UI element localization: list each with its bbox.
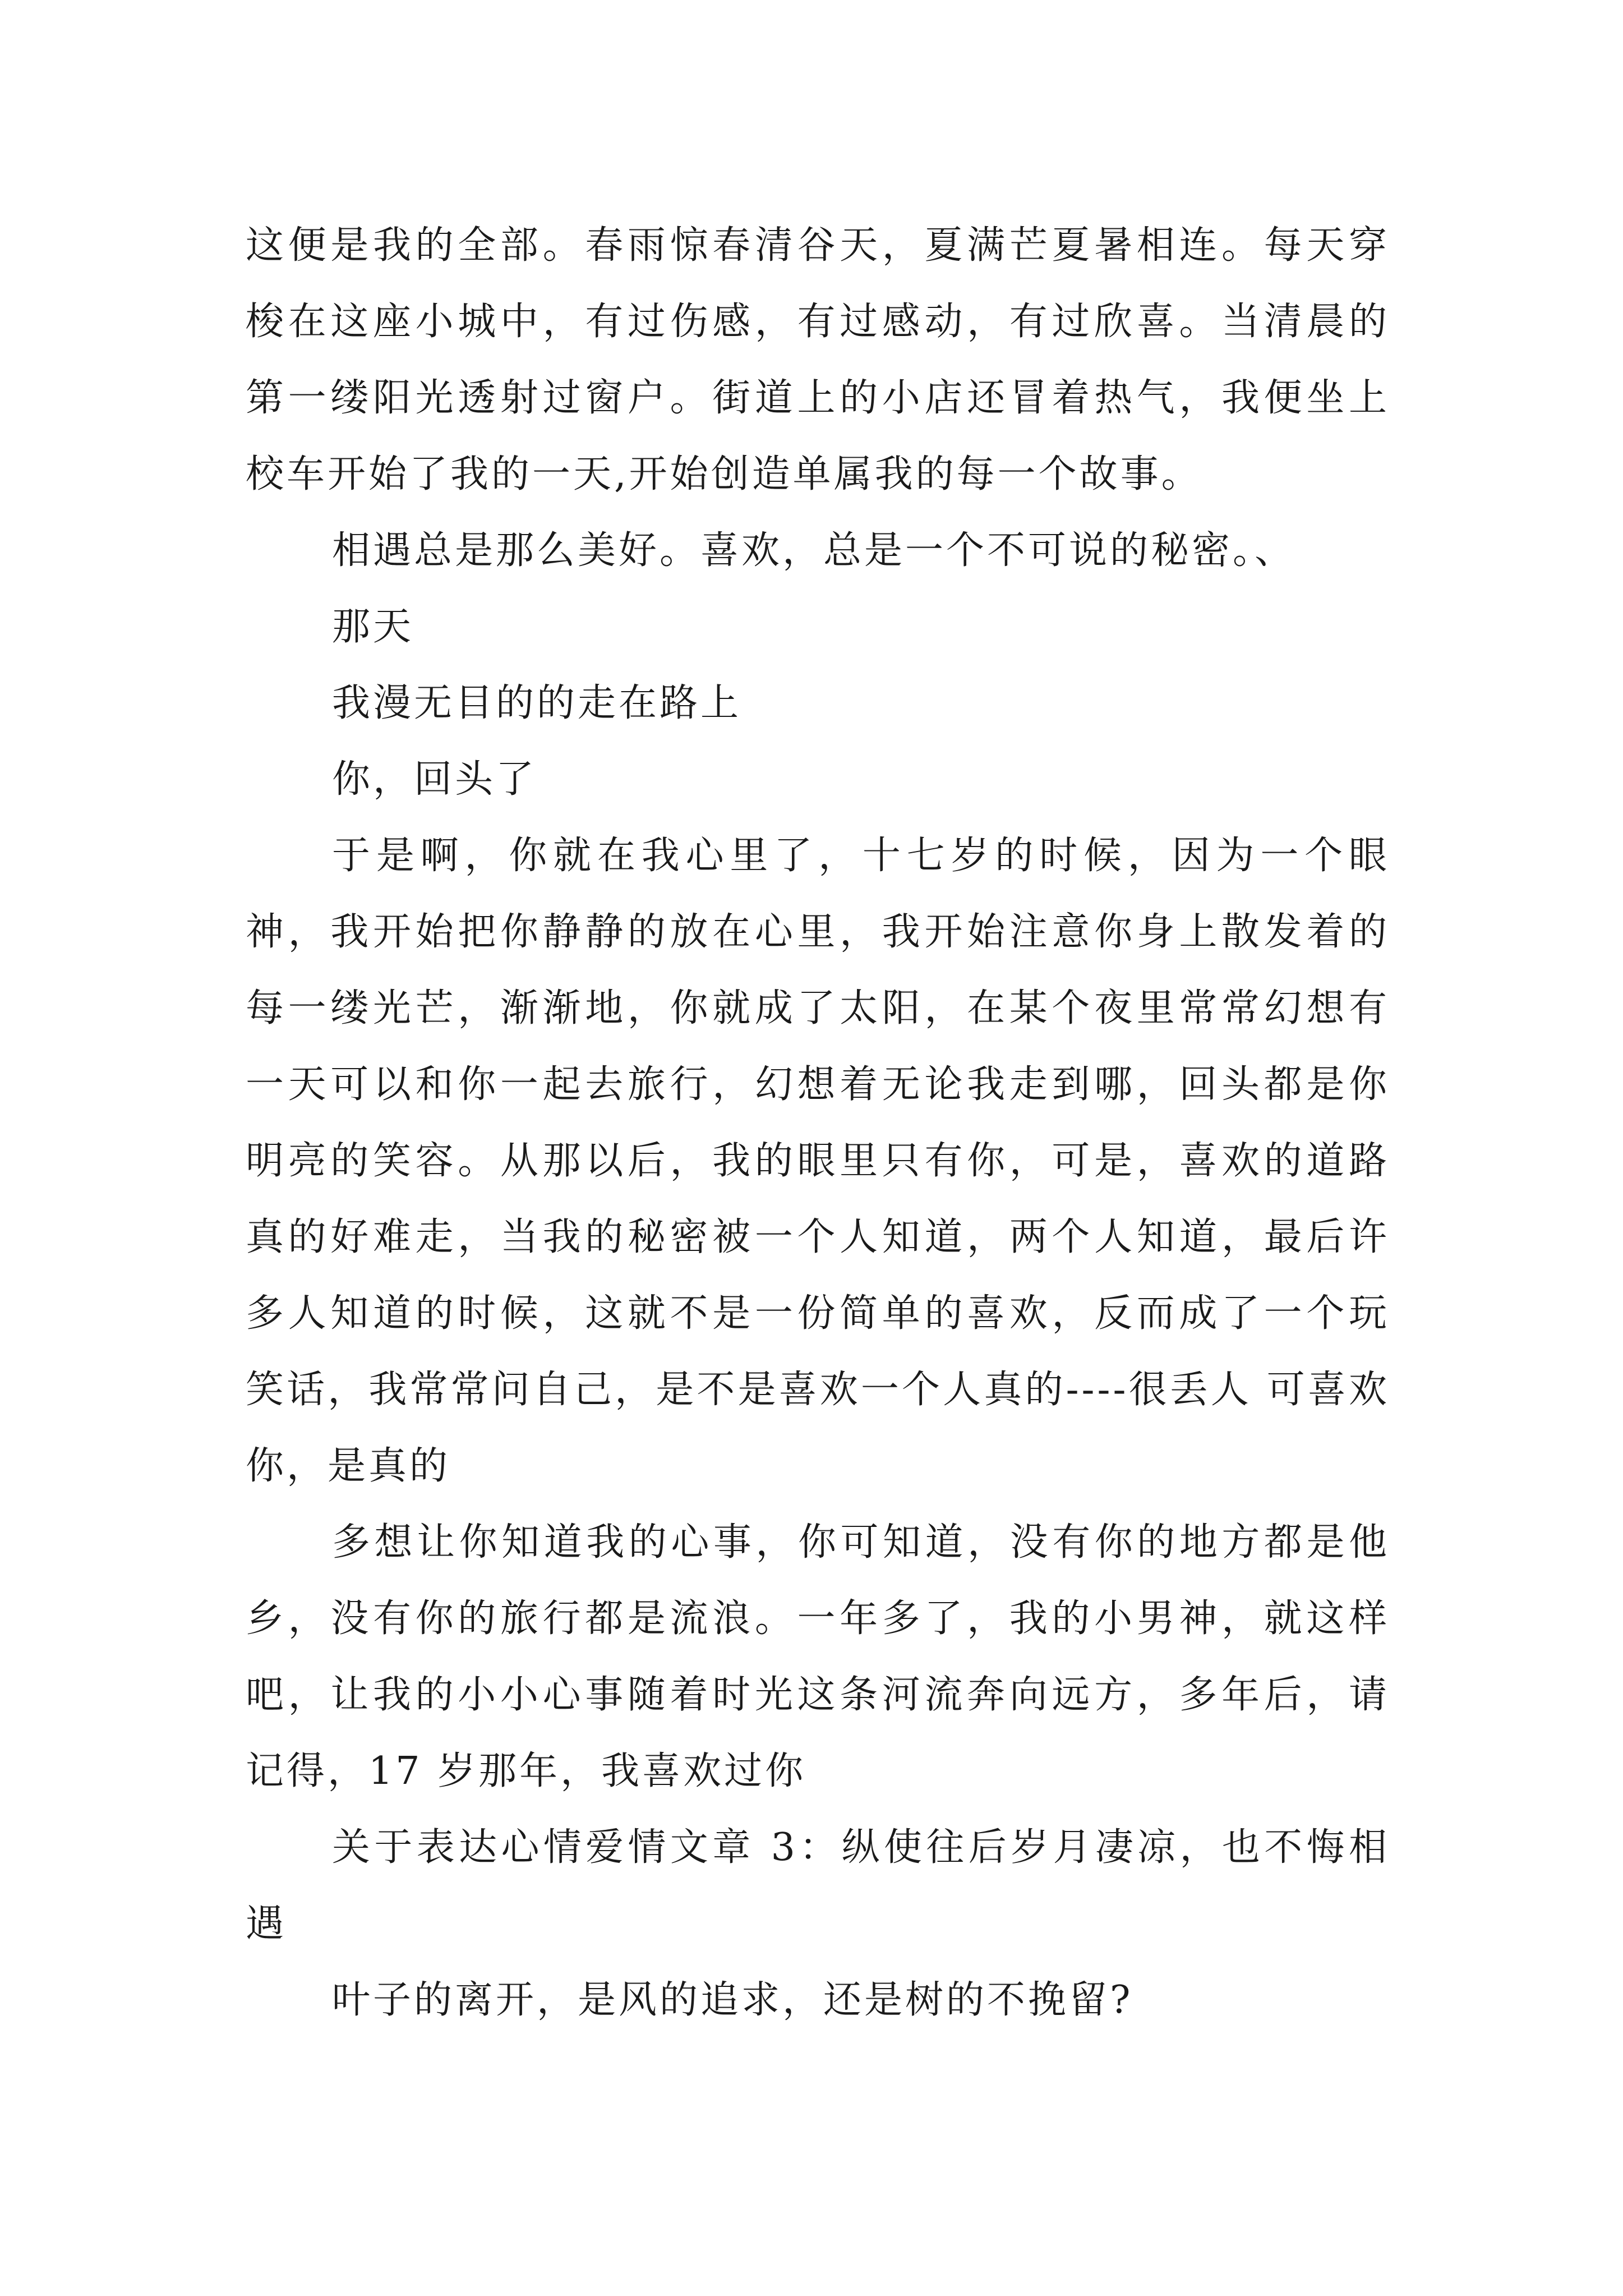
- paragraph-4: 我漫无目的的走在路上: [332, 681, 742, 725]
- section-heading: 关于表达心情爱情文章 3：纵使往后岁月凄凉，也不悔相遇: [246, 1825, 1390, 1946]
- paragraph-2: 相遇总是那么美好。喜欢，总是一个不可说的秘密。、: [332, 528, 1296, 573]
- paragraph-7: 多想让你知道我的心事，你可知道，没有你的地方都是他乡，没有你的旅行都是流浪。一年多了，我的小男神，就这样吧，让我的小小心事随着时光这条河流奔向远方，多年后，请记得，17 岁那年，我喜欢过你: [246, 1520, 1390, 1793]
- paragraph-5: 你，回头了: [332, 757, 537, 802]
- paragraph-1: 这便是我的全部。春雨惊春清谷天，夏满芒夏暑相连。每天穿梭在这座小城中，有过伤感，有过感动，有过欣喜。当清晨的第一缕阳光透射过窗户。街道上的小店还冒着热气，我便坐上校车开始了我的一天,开始创造单属我的每一个故事。: [246, 223, 1390, 496]
- article-body: [246, 208, 1390, 2039]
- paragraph-9: 叶子的离开，是风的追求，还是树的不挽留?: [332, 1978, 1133, 2022]
- paragraph-3: 那天: [332, 605, 414, 649]
- paragraph-6: 于是啊，你就在我心里了，十七岁的时候，因为一个眼神，我开始把你静静的放在心里，我开始注意你身上散发着的每一缕光芒，渐渐地，你就成了太阳，在某个夜里常常幻想有一天可以和你一起去旅行，幻想着无论我走到哪，回头都是你明亮的笑容。从那以后，我的眼里只有你，可是，喜欢的道路真的好难走，当我的秘密被一个人知道，两个人知道，最后许多人知道的时候，这就不是一份简单的喜欢，反而成了一个玩笑话，我常常问自己，是不是喜欢一个人真的----很丢人 可喜欢你，是真的: [246, 834, 1390, 1488]
